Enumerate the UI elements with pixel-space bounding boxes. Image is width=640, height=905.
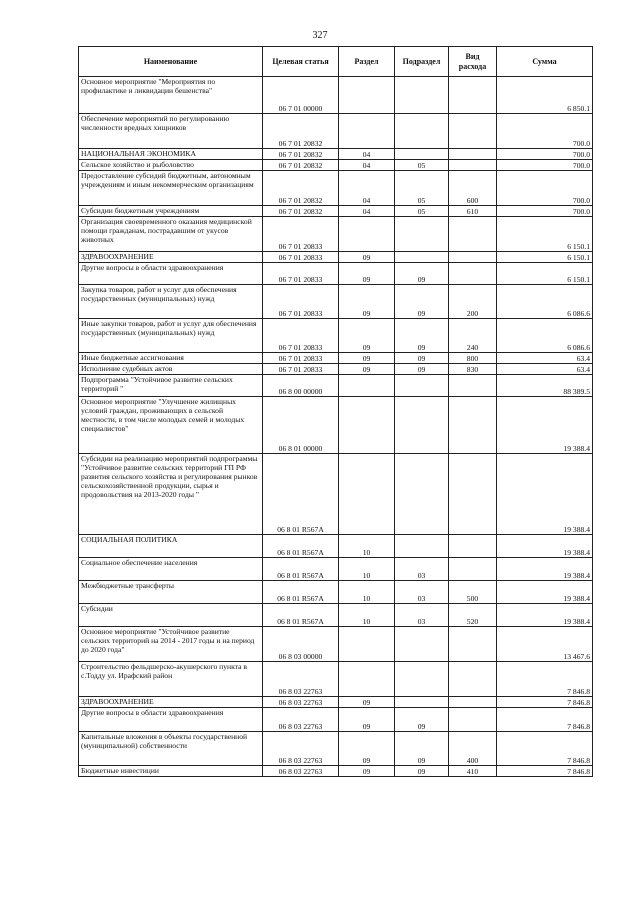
row-sum: 19 388.4 <box>497 454 593 535</box>
row-name: СОЦИАЛЬНАЯ ПОЛИТИКА <box>79 535 263 558</box>
table-row <box>79 114 593 149</box>
row-name: Основное мероприятие "Устойчивое развитие сельских территорий на 2014 - 2017 годы и на период до 2020 года" <box>79 627 263 662</box>
row-name: Строительство фельдшерско-акушерского пункта в с.Тодду ул. Ирафский район <box>79 662 263 697</box>
header-target: Целевая статья <box>263 47 339 77</box>
row-name: ЗДРАВООХРАНЕНИЕ <box>79 252 263 263</box>
table-row <box>79 149 593 160</box>
row-section: 09 <box>339 697 395 708</box>
row-expense: 400 <box>449 732 497 766</box>
row-sum: 6 150.1 <box>497 263 593 285</box>
row-section: 10 <box>339 604 395 627</box>
row-target: 06 8 01 R567A <box>263 558 339 581</box>
table-row <box>79 206 593 217</box>
row-sum: 7 846.8 <box>497 708 593 732</box>
table-row <box>79 252 593 263</box>
row-expense <box>449 375 497 397</box>
table-row <box>79 558 593 581</box>
row-expense <box>449 114 497 149</box>
row-subsection: 09 <box>395 708 449 732</box>
row-expense <box>449 708 497 732</box>
row-subsection: 05 <box>395 160 449 171</box>
row-expense: 200 <box>449 285 497 319</box>
row-section: 04 <box>339 149 395 160</box>
row-name: Сельское хозяйство и рыболовство <box>79 160 263 171</box>
row-sum: 700.0 <box>497 171 593 206</box>
row-target: 06 8 03 22763 <box>263 732 339 766</box>
row-subsection: 09 <box>395 353 449 364</box>
row-name: Капитальные вложения в объекты государственной (муниципальной) собственности <box>79 732 263 766</box>
row-subsection: 09 <box>395 766 449 777</box>
row-target: 06 8 01 R567A <box>263 604 339 627</box>
table-row <box>79 160 593 171</box>
row-target: 06 7 01 20832 <box>263 160 339 171</box>
row-name: Социальное обеспечение населения <box>79 558 263 581</box>
row-expense <box>449 397 497 454</box>
row-section: 09 <box>339 285 395 319</box>
row-expense <box>449 662 497 697</box>
table-row <box>79 171 593 206</box>
row-name: Субсидии на реализацию мероприятий подпрограммы "Устойчивое развитие сельских территорий ГП РФ развития сельского хозяйства и регулирования рынков сельскохозяйственной продукции, сырья и продовольствия на 2013-2020 годы " <box>79 454 263 535</box>
row-sum: 7 846.8 <box>497 697 593 708</box>
table-row <box>79 581 593 604</box>
row-sum: 88 389.5 <box>497 375 593 397</box>
row-sum: 6 086.6 <box>497 285 593 319</box>
row-sum: 63.4 <box>497 353 593 364</box>
row-subsection: 09 <box>395 319 449 353</box>
row-target: 06 8 01 00000 <box>263 397 339 454</box>
table-row <box>79 454 593 535</box>
row-subsection: 05 <box>395 171 449 206</box>
row-section: 04 <box>339 171 395 206</box>
budget-table <box>78 46 593 777</box>
row-expense: 500 <box>449 581 497 604</box>
table-row <box>79 397 593 454</box>
page-number: 327 <box>312 30 328 41</box>
row-section: 09 <box>339 319 395 353</box>
row-sum: 7 846.8 <box>497 732 593 766</box>
row-section: 09 <box>339 252 395 263</box>
row-sum: 19 388.4 <box>497 397 593 454</box>
table-row <box>79 766 593 777</box>
row-subsection: 09 <box>395 364 449 375</box>
table-row <box>79 353 593 364</box>
row-section: 09 <box>339 766 395 777</box>
row-name: Предоставление субсидий бюджетным, автономным учреждениям и иным некоммерческим организациям <box>79 171 263 206</box>
row-subsection: 03 <box>395 558 449 581</box>
row-sum: 6 150.1 <box>497 217 593 252</box>
row-name: Межбюджетные трансферты <box>79 581 263 604</box>
row-name: Обеспечение мероприятий по регулированию численности вредных хищников <box>79 114 263 149</box>
row-target: 06 8 01 R567A <box>263 535 339 558</box>
row-target: 06 8 03 22763 <box>263 697 339 708</box>
row-target: 06 8 03 22763 <box>263 662 339 697</box>
row-name: Субсидии бюджетным учреждениям <box>79 206 263 217</box>
row-target: 06 7 01 20832 <box>263 149 339 160</box>
table-row <box>79 662 593 697</box>
row-target: 06 7 01 20833 <box>263 353 339 364</box>
row-expense <box>449 627 497 662</box>
row-subsection: 09 <box>395 263 449 285</box>
row-sum: 6 850.1 <box>497 77 593 114</box>
table-header-row <box>79 47 593 77</box>
row-sum: 7 846.8 <box>497 662 593 697</box>
row-expense: 830 <box>449 364 497 375</box>
row-name: ЗДРАВООХРАНЕНИЕ <box>79 697 263 708</box>
row-sum: 63.4 <box>497 364 593 375</box>
row-section <box>339 114 395 149</box>
row-subsection <box>395 627 449 662</box>
row-expense <box>449 77 497 114</box>
row-sum: 700.0 <box>497 114 593 149</box>
row-name: Иные бюджетные ассигнования <box>79 353 263 364</box>
row-subsection <box>395 535 449 558</box>
row-section <box>339 375 395 397</box>
row-sum: 6 086.6 <box>497 319 593 353</box>
row-sum: 19 388.4 <box>497 558 593 581</box>
row-target: 06 7 01 20833 <box>263 364 339 375</box>
row-expense <box>449 263 497 285</box>
row-subsection <box>395 252 449 263</box>
row-section: 04 <box>339 206 395 217</box>
row-subsection <box>395 397 449 454</box>
row-target: 06 7 01 20833 <box>263 285 339 319</box>
row-expense <box>449 697 497 708</box>
table-row <box>79 627 593 662</box>
table-row <box>79 217 593 252</box>
row-name: Основное мероприятие "Мероприятия по профилактике и ликвидации бешенства" <box>79 77 263 114</box>
table-row <box>79 285 593 319</box>
header-section: Раздел <box>339 47 395 77</box>
table-row <box>79 77 593 114</box>
row-subsection <box>395 149 449 160</box>
row-name: НАЦИОНАЛЬНАЯ ЭКОНОМИКА <box>79 149 263 160</box>
row-expense: 410 <box>449 766 497 777</box>
row-expense <box>449 454 497 535</box>
row-subsection <box>395 454 449 535</box>
row-sum: 700.0 <box>497 160 593 171</box>
row-section <box>339 627 395 662</box>
row-expense <box>449 252 497 263</box>
header-sum: Сумма <box>497 47 593 77</box>
row-section: 09 <box>339 364 395 375</box>
row-section <box>339 454 395 535</box>
row-target: 06 7 01 20832 <box>263 114 339 149</box>
row-name: Организация своевременного оказания медицинской помощи гражданам, пострадавшим от укусов животных <box>79 217 263 252</box>
header-expense: Вид расхода <box>449 47 497 77</box>
table-row <box>79 535 593 558</box>
row-name: Основное мероприятие "Улучшение жилищных условий граждан, проживающих в сельской местности, в том числе молодых семей и молодых специалистов" <box>79 397 263 454</box>
table-row <box>79 732 593 766</box>
row-target: 06 7 01 20833 <box>263 217 339 252</box>
row-subsection <box>395 217 449 252</box>
row-name: Другие вопросы в области здравоохранения <box>79 708 263 732</box>
row-section: 10 <box>339 581 395 604</box>
row-section <box>339 217 395 252</box>
row-section: 09 <box>339 353 395 364</box>
row-subsection: 03 <box>395 604 449 627</box>
row-section <box>339 662 395 697</box>
row-sum: 6 150.1 <box>497 252 593 263</box>
row-target: 06 7 01 20832 <box>263 206 339 217</box>
row-section: 10 <box>339 558 395 581</box>
table-row <box>79 319 593 353</box>
row-expense: 610 <box>449 206 497 217</box>
row-expense: 240 <box>449 319 497 353</box>
row-name: Закупка товаров, работ и услуг для обеспечения государственных (муниципальных) нужд <box>79 285 263 319</box>
row-target: 06 7 01 00000 <box>263 77 339 114</box>
row-target: 06 8 03 00000 <box>263 627 339 662</box>
row-subsection <box>395 77 449 114</box>
row-sum: 19 388.4 <box>497 604 593 627</box>
row-subsection: 09 <box>395 732 449 766</box>
row-target: 06 8 03 22763 <box>263 708 339 732</box>
row-target: 06 7 01 20833 <box>263 319 339 353</box>
row-subsection <box>395 697 449 708</box>
header-name: Наименование <box>79 47 263 77</box>
row-section: 09 <box>339 732 395 766</box>
row-name: Иные закупки товаров, работ и услуг для обеспечения государственных (муниципальных) нужд <box>79 319 263 353</box>
row-target: 06 7 01 20832 <box>263 171 339 206</box>
row-target: 06 8 03 22763 <box>263 766 339 777</box>
row-expense <box>449 558 497 581</box>
table-row <box>79 375 593 397</box>
row-sum: 19 388.4 <box>497 535 593 558</box>
row-expense <box>449 217 497 252</box>
row-subsection: 05 <box>395 206 449 217</box>
row-sum: 19 388.4 <box>497 581 593 604</box>
row-subsection <box>395 114 449 149</box>
row-name: Субсидии <box>79 604 263 627</box>
row-section <box>339 77 395 114</box>
row-section: 04 <box>339 160 395 171</box>
row-subsection: 09 <box>395 285 449 319</box>
row-expense: 800 <box>449 353 497 364</box>
row-sum: 13 467.6 <box>497 627 593 662</box>
row-section: 10 <box>339 535 395 558</box>
row-expense <box>449 149 497 160</box>
row-expense <box>449 160 497 171</box>
row-subsection <box>395 662 449 697</box>
row-section: 09 <box>339 708 395 732</box>
row-expense: 520 <box>449 604 497 627</box>
row-expense: 600 <box>449 171 497 206</box>
row-target: 06 7 01 20833 <box>263 263 339 285</box>
table-row <box>79 708 593 732</box>
row-name: Бюджетные инвестиции <box>79 766 263 777</box>
row-sum: 700.0 <box>497 149 593 160</box>
table-row <box>79 364 593 375</box>
table-row <box>79 697 593 708</box>
row-section: 09 <box>339 263 395 285</box>
row-target: 06 8 01 R567A <box>263 454 339 535</box>
row-section <box>339 397 395 454</box>
row-sum: 7 846.8 <box>497 766 593 777</box>
row-name: Другие вопросы в области здравоохранения <box>79 263 263 285</box>
row-target: 06 8 00 00000 <box>263 375 339 397</box>
header-subsection: Подраздел <box>395 47 449 77</box>
row-name: Исполнение судебных актов <box>79 364 263 375</box>
row-subsection: 03 <box>395 581 449 604</box>
table-row <box>79 604 593 627</box>
row-subsection <box>395 375 449 397</box>
row-name: Подпрограмма "Устойчивое развитие сельских территорий " <box>79 375 263 397</box>
row-sum: 700.0 <box>497 206 593 217</box>
row-target: 06 8 01 R567A <box>263 581 339 604</box>
table-row <box>79 263 593 285</box>
row-target: 06 7 01 20833 <box>263 252 339 263</box>
row-expense <box>449 535 497 558</box>
